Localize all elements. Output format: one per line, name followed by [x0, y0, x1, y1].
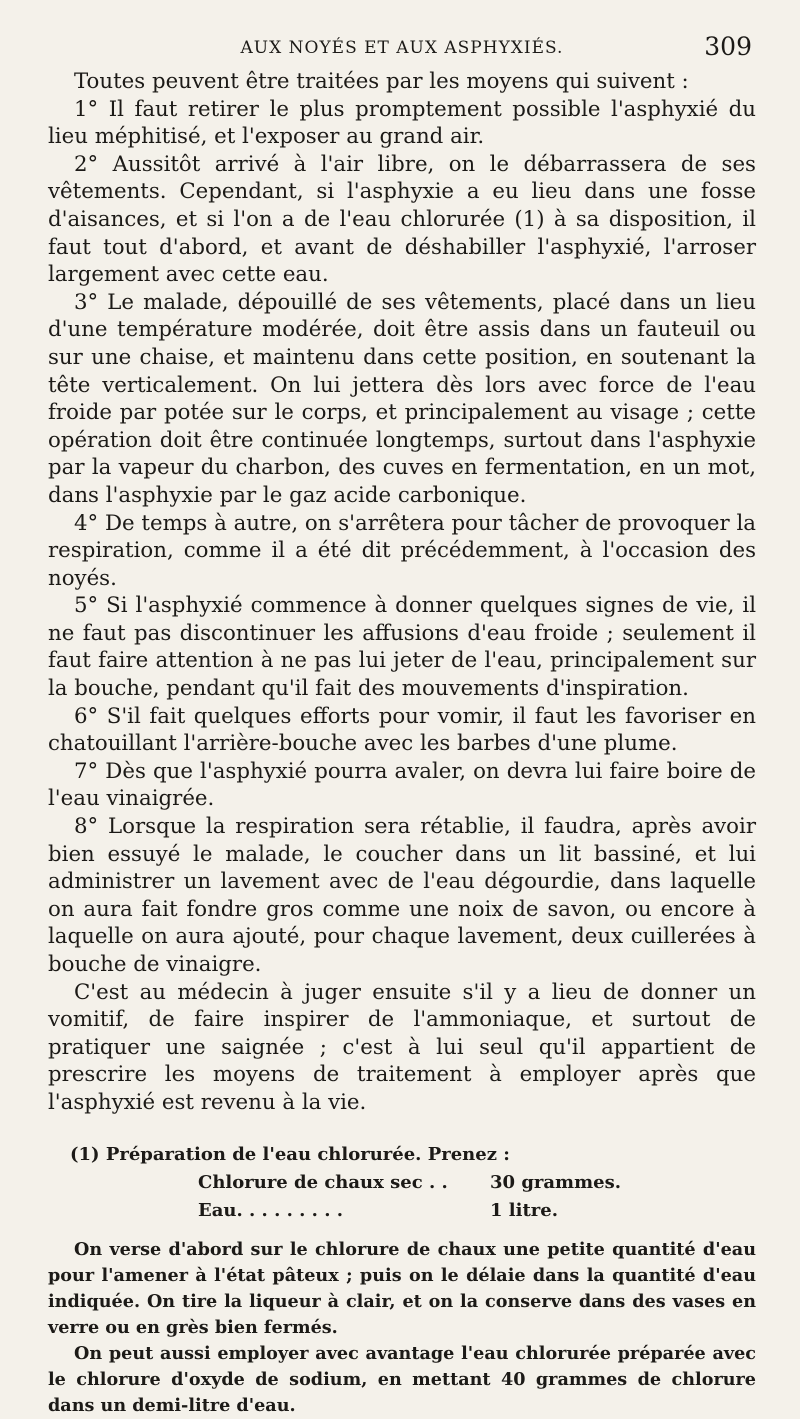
footnote: [48, 1141, 756, 1419]
paragraph-step-4: 4° De temps à autre, on s'arrêtera pour tâcher de provoquer la respiration, comme il a été dit précédemment, à l'occasion des noyés.: [48, 510, 756, 591]
footnote-paragraph: On verse d'abord sur le chlorure de chaux une petite quantité d'eau pour l'amener à l'état pâteux ; puis on le délaie dans la quantité d'eau indiquée. On tire la liqueur à clair, et on la conserve dans des vases en verre ou en grès bien fermés.: [48, 1238, 756, 1338]
paragraph-step-3: 3° Le malade, dépouillé de ses vêtements, placé dans un lieu d'une température modérée, doit être assis dans un fauteuil ou sur une chaise, et maintenu dans cette position, en soutenant la tête verticalement. On lui jettera dès lors avec force de l'eau froide par potée sur le corps, et principalement au visage ; cette opération doit être continuée longtemps, surtout dans l'asphyxie par la vapeur du charbon, des cuves en fermentation, en un mot, dans l'asphyxie par le gaz acide carbonique.: [48, 289, 756, 508]
footnote-paragraph: On peut aussi employer avec avantage l'eau chlorurée préparée avec le chlorure d'oxyde de sodium, en mettant 40 grammes de chlorure dans un demi-litre d'eau.: [48, 1342, 756, 1416]
recipe-ingredient: Eau. . . . . . . . .: [198, 1199, 344, 1221]
paragraph-step-6: 6° S'il fait quelques efforts pour vomir, il faut les favoriser en chatouillant l'arrière-bouche avec les barbes d'une plume.: [48, 703, 756, 757]
paragraph-step-8: 8° Lorsque la respiration sera rétablie, il faudra, après avoir bien essuyé le malade, le coucher dans un lit bassiné, et lui administrer un lavement avec de l'eau dégourdie, dans laquelle on aura fait fondre gros comme une noix de savon, ou encore à laquelle on aura ajouté, pour chaque lavement, deux cuillerées à bouche de vinaigre.: [48, 814, 756, 977]
recipe-list: [48, 1169, 756, 1225]
paragraph-step-1: 1° Il faut retirer le plus promptement possible l'asphyxié du lieu méphitisé, et l'exposer au grand air.: [48, 96, 756, 150]
paragraph-intro: Toutes peuvent être traitées par les moyens qui suivent :: [74, 69, 689, 94]
paragraph-step-7: 7° Dès que l'asphyxié pourra avaler, on devra lui faire boire de l'eau vinaigrée.: [48, 758, 756, 812]
recipe-ingredient: Chlorure de chaux sec . .: [198, 1171, 448, 1193]
paragraph-step-5: 5° Si l'asphyxié commence à donner quelques signes de vie, il ne faut pas discontinuer les affusions d'eau froide ; seulement il faut faire attention à ne pas lui jeter de l'eau, principalement sur la bouche, pendant qu'il fait des mouvements d'inspiration.: [48, 593, 756, 702]
recipe-row: [48, 1169, 756, 1197]
running-head: [48, 32, 756, 68]
recipe-row: [48, 1197, 756, 1225]
body-text: [48, 68, 756, 1117]
paragraph-step-2: 2° Aussitôt arrivé à l'air libre, on le débarrassera de ses vêtements. Cependant, si l'asphyxie a eu lieu dans une fosse d'aisances, et si l'on a de l'eau chlorurée (1) à sa disposition, il faut tout d'abord, et avant de déshabiller l'asphyxié, l'arroser largement avec cette eau.: [48, 151, 756, 288]
paragraph-conclusion: C'est au médecin à juger ensuite s'il y a lieu de donner un vomitif, de faire inspirer de l'ammoniaque, et surtout de pratiquer une saignée ; c'est à lui seul qu'il appartient de prescrire les moyens de traitement à employer après que l'asphyxié est revenu à la vie.: [48, 979, 756, 1115]
footnote-heading: (1) Préparation de l'eau chlorurée. Prenez :: [70, 1143, 510, 1165]
recipe-quantity: 30 grammes.: [490, 1171, 621, 1193]
running-title: AUX NOYÉS ET AUX ASPHYXIÉS.: [240, 38, 564, 58]
recipe-quantity: 1 litre.: [490, 1199, 558, 1221]
page-number: 309: [704, 32, 752, 61]
